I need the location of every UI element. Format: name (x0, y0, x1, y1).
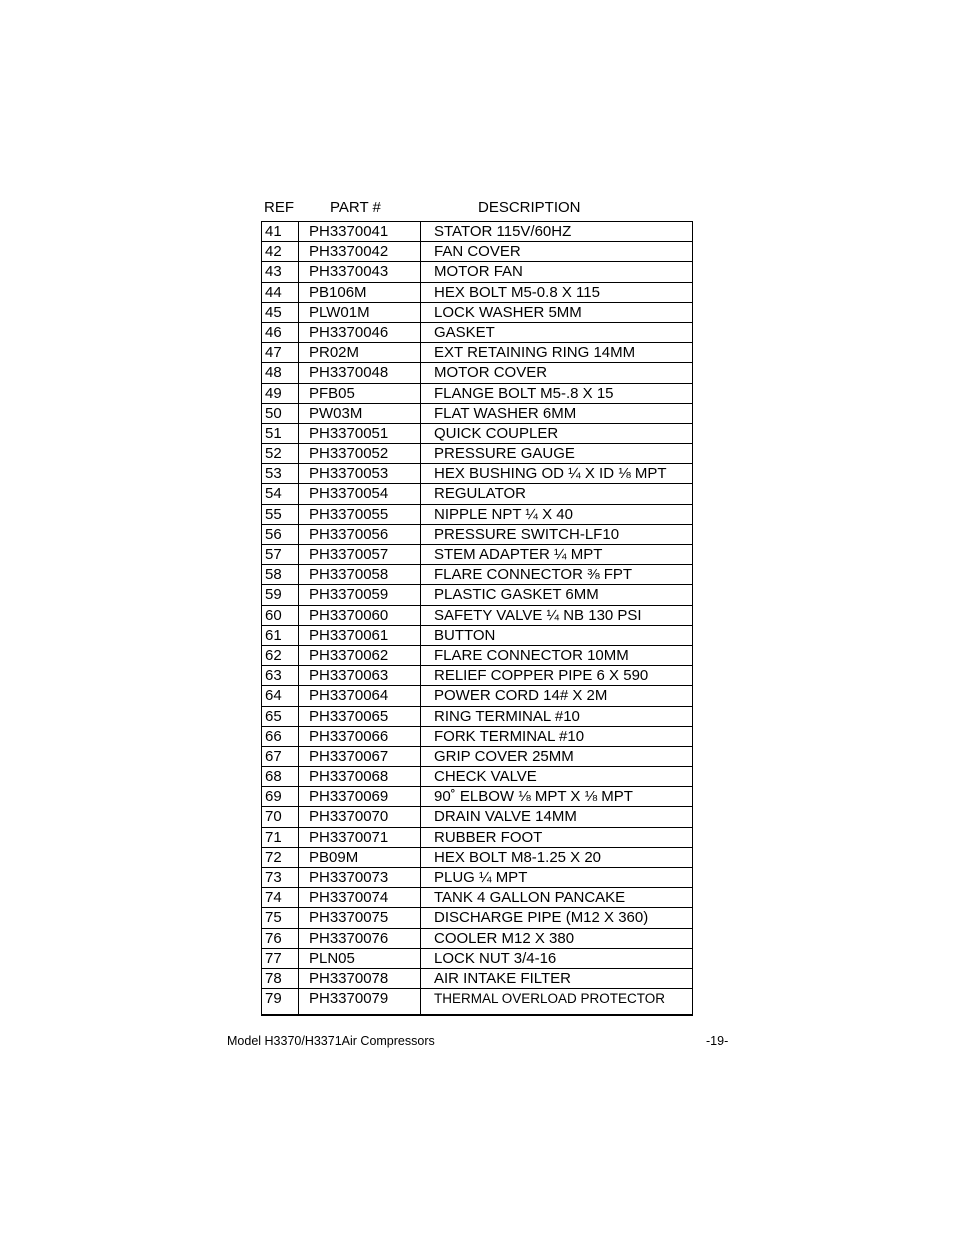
description-cell: PRESSURE GAUGE (434, 445, 575, 463)
description-cell: NIPPLE NPT ¼ X 40 (434, 505, 573, 523)
table-row (262, 665, 692, 685)
description-cell: HEX BOLT M8-1.25 X 20 (434, 848, 602, 866)
ref-cell: 64 (262, 686, 299, 705)
part-number-cell: PH3370051 (299, 424, 421, 443)
table-row (262, 948, 692, 968)
part-number-cell: PH3370064 (299, 686, 421, 705)
table-row (262, 625, 692, 645)
description-cell: FLARE CONNECTOR 10MM (434, 646, 629, 664)
table-row (262, 403, 692, 423)
description-cell: QUICK COUPLER (434, 424, 559, 442)
description-cell: TANK 4 GALLON PANCAKE (434, 889, 626, 907)
ref-cell: 42 (262, 242, 299, 261)
part-number-cell: PH3370076 (299, 929, 421, 948)
ref-cell: 43 (262, 262, 299, 281)
ref-cell: 56 (262, 525, 299, 544)
ref-cell: 57 (262, 545, 299, 564)
ref-cell: 78 (262, 969, 299, 988)
ref-cell: 50 (262, 404, 299, 423)
ref-cell: 60 (262, 606, 299, 625)
part-number-cell: PH3370058 (299, 565, 421, 584)
part-number-cell: PFB05 (299, 384, 421, 403)
ref-cell: 58 (262, 565, 299, 584)
table-row (262, 968, 692, 988)
ref-cell: 53 (262, 464, 299, 483)
description-cell: LOCK WASHER 5MM (434, 303, 582, 321)
ref-cell: 76 (262, 929, 299, 948)
part-number-cell: PH3370068 (299, 767, 421, 786)
ref-cell: 59 (262, 585, 299, 604)
part-number-cell: PH3370046 (299, 323, 421, 342)
table-row (262, 806, 692, 826)
ref-cell: 62 (262, 646, 299, 665)
description-cell: RING TERMINAL #10 (434, 707, 580, 725)
part-number-cell: PH3370043 (299, 262, 421, 281)
ref-cell: 77 (262, 949, 299, 968)
description-cell: STATOR 115V/60HZ (434, 223, 572, 240)
description-cell: HEX BUSHING OD ¼ X ID ⅛ MPT (434, 465, 667, 483)
table-row (262, 342, 692, 362)
table-row (262, 685, 692, 705)
part-number-cell: PH3370073 (299, 868, 421, 887)
table-row (262, 928, 692, 948)
ref-cell: 70 (262, 807, 299, 826)
description-cell: STEM ADAPTER ¼ MPT (434, 546, 603, 563)
description-cell: AIR INTAKE FILTER (434, 969, 571, 987)
table-row (262, 222, 692, 241)
table-row (262, 746, 692, 766)
ref-cell: 79 (262, 989, 299, 1014)
description-cell: DRAIN VALVE 14MM (434, 808, 577, 826)
ref-cell: 51 (262, 424, 299, 443)
description-cell: PLUG ¼ MPT (434, 869, 528, 886)
table-row (262, 827, 692, 847)
part-number-cell: PH3370069 (299, 787, 421, 806)
ref-cell: 66 (262, 727, 299, 746)
ref-cell: 75 (262, 908, 299, 927)
part-number-cell: PLW01M (299, 303, 421, 322)
part-number-cell: PH3370048 (299, 363, 421, 382)
part-number-cell: PB09M (299, 848, 421, 867)
part-number-cell: PH3370056 (299, 525, 421, 544)
description-cell: LOCK NUT 3/4-16 (434, 949, 557, 967)
part-number-cell: PLN05 (299, 949, 421, 968)
part-number-cell: PH3370053 (299, 464, 421, 483)
description-cell: REGULATOR (434, 485, 526, 503)
ref-cell: 68 (262, 767, 299, 786)
table-row (262, 362, 692, 382)
description-cell: GASKET (434, 323, 495, 341)
footer-model: Model H3370/H3371Air Compressors (227, 1034, 435, 1048)
ref-cell: 65 (262, 707, 299, 726)
ref-cell: 71 (262, 828, 299, 847)
table-row (262, 302, 692, 322)
description-cell: MOTOR FAN (434, 263, 523, 281)
part-number-cell: PH3370075 (299, 908, 421, 927)
ref-cell: 74 (262, 888, 299, 907)
part-number-cell: PH3370055 (299, 505, 421, 524)
part-number-cell: PH3370079 (299, 989, 421, 1014)
table-row (262, 605, 692, 625)
header-description: DESCRIPTION (478, 199, 581, 216)
part-number-cell: PH3370057 (299, 545, 421, 564)
table-row (262, 261, 692, 281)
table-row (262, 907, 692, 927)
page-number: -19- (706, 1034, 729, 1048)
part-number-cell: PB106M (299, 283, 421, 302)
description-cell: FLANGE BOLT M5-.8 X 15 (434, 384, 614, 402)
part-number-cell: PR02M (299, 343, 421, 362)
description-cell: MOTOR COVER (434, 364, 548, 382)
description-cell: FLARE CONNECTOR ⅜ FPT (434, 566, 633, 584)
ref-cell: 49 (262, 384, 299, 403)
ref-cell: 52 (262, 444, 299, 463)
part-number-cell: PH3370061 (299, 626, 421, 645)
part-number-cell: PH3370074 (299, 888, 421, 907)
description-cell: FAN COVER (434, 243, 521, 261)
part-number-cell: PH3370042 (299, 242, 421, 261)
description-cell: BUTTON (434, 626, 496, 644)
part-number-cell: PH3370060 (299, 606, 421, 625)
table-row (262, 887, 692, 907)
table-row (262, 584, 692, 604)
description-cell: SAFETY VALVE ¼ NB 130 PSI (434, 606, 642, 624)
table-row (262, 867, 692, 887)
header-ref: REF (264, 199, 294, 216)
table-row (262, 847, 692, 867)
part-number-cell: PH3370052 (299, 444, 421, 463)
description-cell: COOLER M12 X 380 (434, 929, 575, 947)
description-cell: 90˚ ELBOW ⅛ MPT X ⅛ MPT (434, 788, 633, 806)
description-cell: POWER CORD 14# X 2M (434, 687, 608, 705)
table-row (262, 241, 692, 261)
table-row (262, 383, 692, 403)
part-number-cell: PH3370063 (299, 666, 421, 685)
ref-cell: 67 (262, 747, 299, 766)
table-row (262, 282, 692, 302)
ref-cell: 46 (262, 323, 299, 342)
header-part-number: PART # (330, 199, 381, 216)
table-row (262, 988, 692, 1014)
ref-cell: 54 (262, 484, 299, 503)
description-cell: FORK TERMINAL #10 (434, 727, 585, 745)
table-row (262, 504, 692, 524)
table-row (262, 443, 692, 463)
part-number-cell: PH3370070 (299, 807, 421, 826)
part-number-cell: PH3370067 (299, 747, 421, 766)
table-row (262, 524, 692, 544)
part-number-cell: PH3370071 (299, 828, 421, 847)
description-cell: FLAT WASHER 6MM (434, 404, 577, 422)
ref-cell: 41 (262, 222, 299, 241)
part-number-cell: PH3370066 (299, 727, 421, 746)
table-row (262, 483, 692, 503)
part-number-cell: PH3370078 (299, 969, 421, 988)
table-row (262, 766, 692, 786)
table-row (262, 564, 692, 584)
table-row (262, 726, 692, 746)
description-cell: EXT RETAINING RING 14MM (434, 344, 636, 362)
description-cell: DISCHARGE PIPE (M12 X 360) (434, 909, 649, 927)
description-cell: RUBBER FOOT (434, 828, 543, 846)
description-cell: THERMAL OVERLOAD PROTECTOR (434, 991, 666, 1007)
part-number-cell: PH3370062 (299, 646, 421, 665)
ref-cell: 55 (262, 505, 299, 524)
ref-cell: 63 (262, 666, 299, 685)
ref-cell: 61 (262, 626, 299, 645)
ref-cell: 72 (262, 848, 299, 867)
ref-cell: 69 (262, 787, 299, 806)
ref-cell: 45 (262, 303, 299, 322)
description-cell: RELIEF COPPER PIPE 6 X 590 (434, 667, 649, 685)
table-row (262, 544, 692, 564)
part-number-cell: PH3370054 (299, 484, 421, 503)
part-number-cell: PW03M (299, 404, 421, 423)
description-cell: PRESSURE SWITCH-LF10 (434, 525, 620, 543)
table-row (262, 322, 692, 342)
description-cell: PLASTIC GASKET 6MM (434, 586, 599, 604)
part-number-cell: PH3370065 (299, 707, 421, 726)
table-row (262, 645, 692, 665)
description-cell: HEX BOLT M5-0.8 X 115 (434, 283, 600, 301)
part-number-cell: PH3370059 (299, 585, 421, 604)
table-row (262, 463, 692, 483)
table-row (262, 423, 692, 443)
table-row (262, 786, 692, 806)
description-cell: CHECK VALVE (434, 768, 537, 786)
part-number-cell: PH3370041 (299, 222, 421, 241)
ref-cell: 73 (262, 868, 299, 887)
ref-cell: 48 (262, 363, 299, 382)
table-row (262, 706, 692, 726)
ref-cell: 47 (262, 343, 299, 362)
description-cell: GRIP COVER 25MM (434, 747, 574, 765)
parts-table (261, 221, 693, 1016)
ref-cell: 44 (262, 283, 299, 302)
